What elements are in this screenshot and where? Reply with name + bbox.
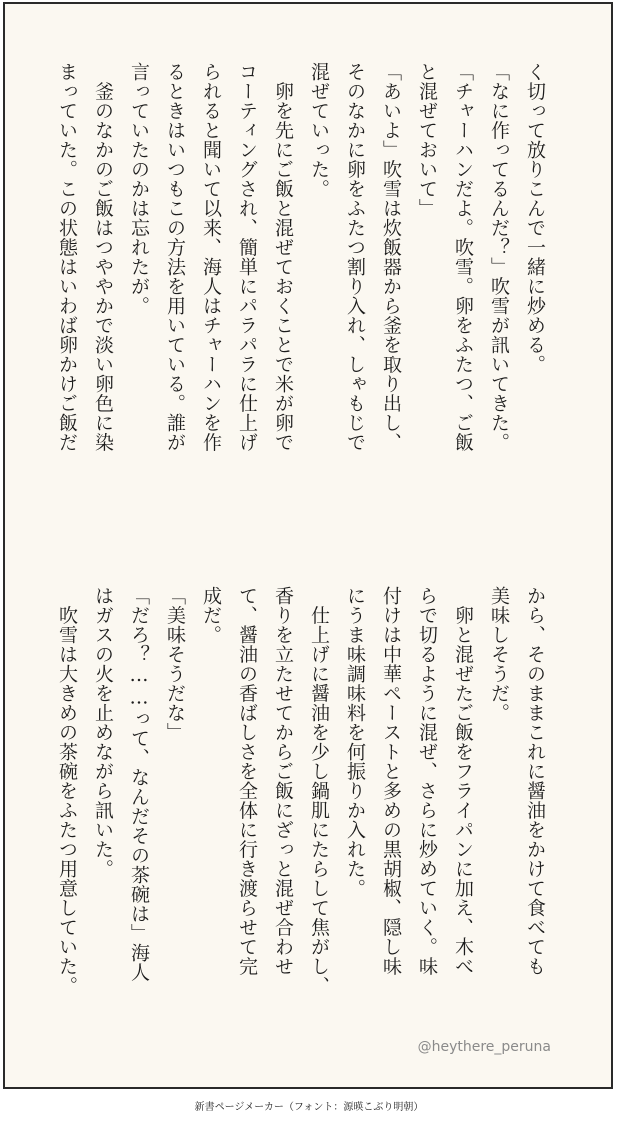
text-column: まっていた。この状態はいわば卵かけご飯だ [56, 62, 78, 452]
text-column: 卵を先にご飯と混ぜておくことで米が卵で [272, 62, 294, 452]
text-column: 混ぜていった。 [308, 62, 330, 199]
text-column: はガスの火を止めながら訊いた。 [92, 586, 114, 879]
text-column: 「チャーハンだよ。吹雪。卵をふたつ、ご飯 [452, 62, 474, 452]
text-column: 「なに作ってるんだ？」吹雪が訊いてきた。 [488, 62, 510, 452]
text-column: そのなかに卵をふたつ割り入れ、しゃもじで [344, 62, 366, 452]
novel-page [3, 2, 613, 1089]
text-column: 美味しそうだ。 [488, 586, 510, 723]
footer-credit: 新書ページメーカー（フォント：源暎こぶり明朝） [194, 1102, 424, 1113]
author-handle: @heythere_peruna [417, 1039, 551, 1055]
text-column: 「だろ？……って、なんだその茶碗は」海人 [128, 586, 150, 982]
text-column: 吹雪は大きめの茶碗をふたつ用意していた。 [56, 586, 78, 996]
text-column: 「美味そうだな」 [164, 586, 186, 742]
text-column: から、そのままこれに醤油をかけて食べても [524, 586, 546, 976]
text-column: て、醤油の香ばしさを全体に行き渡らせて完 [236, 586, 258, 976]
text-column: と混ぜておいて」 [416, 62, 438, 218]
text-column: 付けは中華ペーストと多めの黒胡椒、隠し味 [380, 586, 402, 976]
text-column: く切って放りこんで一緒に炒める。 [524, 62, 546, 374]
text-column: 言っていたのかは忘れたが。 [128, 62, 150, 316]
text-block-bottom [49, 586, 553, 1006]
text-column: 香りを立たせてからご飯にざっと混ぜ合わせ [272, 586, 294, 976]
text-column: 卵と混ぜたご飯をフライパンに加え、木べ [452, 586, 474, 976]
text-column: られると聞いて以来、海人はチャーハンを作 [200, 62, 222, 452]
text-column: 仕上げに醤油を少し鍋肌にたらして焦がし、 [308, 586, 330, 996]
text-column: コーティングされ、簡単にパラパラに仕上げ [236, 62, 258, 452]
text-column: にうま味調味料を何振りか入れた。 [344, 586, 366, 898]
text-block-top [49, 62, 553, 522]
text-column: るときはいつもこの方法を用いている。誰が [164, 62, 186, 452]
text-column: 「あいよ」吹雪は炊飯器から釜を取り出し、 [380, 62, 402, 452]
text-column: 釜のなかのご飯はつややかで淡い卵色に染 [92, 62, 114, 452]
text-column: 成だ。 [200, 586, 222, 645]
text-column: らで切るように混ぜ、さらに炒めていく。味 [416, 586, 438, 976]
